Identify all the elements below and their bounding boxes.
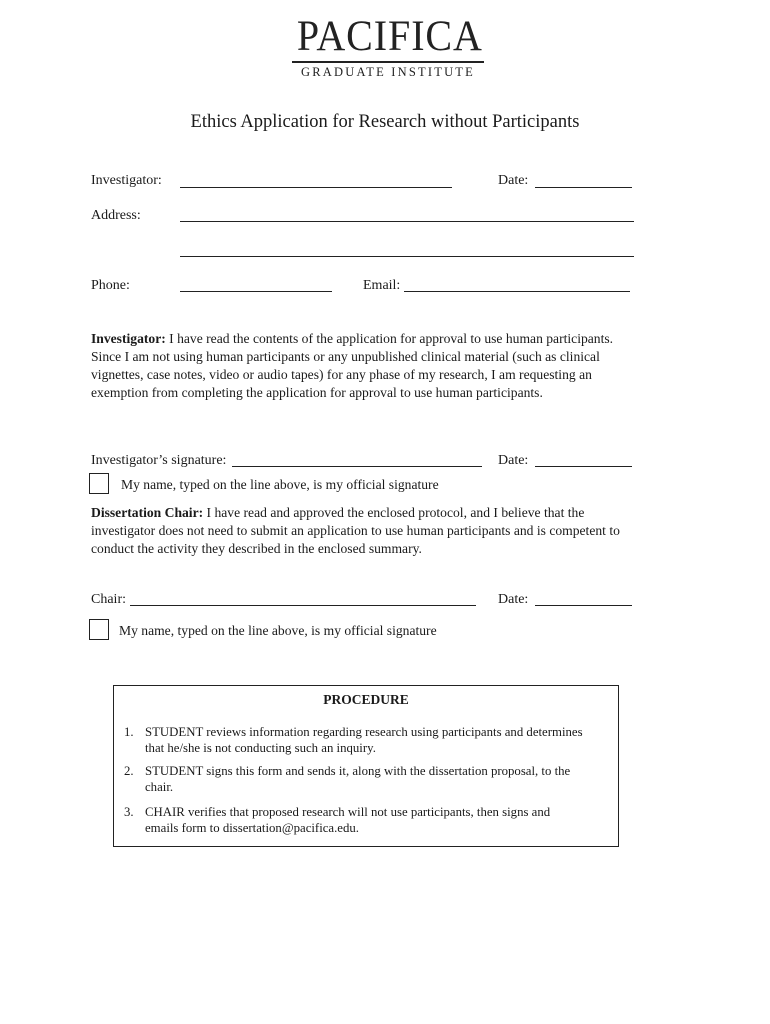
phone-field[interactable] [180, 291, 332, 292]
procedure-item-number: 2. [124, 764, 134, 778]
chair-label: Chair: [91, 592, 126, 607]
email-field[interactable] [404, 291, 630, 292]
investigator-signature-label: Investigator’s signature: [91, 453, 227, 468]
chair-official-signature-checkbox[interactable] [89, 619, 109, 640]
procedure-item-text: STUDENT reviews information regarding research using participants and determines [145, 725, 583, 739]
investigator-statement-lead: Investigator: [91, 331, 166, 346]
signature-date-field[interactable] [535, 466, 632, 467]
signature-date-label: Date: [498, 453, 529, 468]
chair-official-signature-label: My name, typed on the line above, is my official signature [119, 623, 437, 638]
chair-date-label: Date: [498, 592, 529, 607]
investigator-statement-line-3: vignettes, case notes, video or audio tapes) for any phase of my research, I am requesting an [91, 367, 592, 382]
procedure-item-text: CHAIR verifies that proposed research will not use participants, then signs and [145, 805, 551, 819]
procedure-item-number: 1. [124, 725, 134, 739]
chair-statement-line-3: conduct the activity they described in the enclosed summary. [91, 541, 422, 556]
procedure-item-text: emails form to dissertation@pacifica.edu. [145, 821, 359, 835]
procedure-item-text: that he/she is not conducting such an inquiry. [145, 741, 376, 755]
investigator-statement-line-2: Since I am not using human participants or any unpublished clinical material (such as clinical [91, 349, 600, 364]
investigator-label: Investigator: [91, 173, 162, 188]
investigator-statement [91, 330, 711, 402]
procedure-box [113, 685, 619, 847]
pacifica-logo [290, 13, 486, 79]
phone-label: Phone: [91, 278, 130, 293]
page-title: Ethics Application for Research without Participants [190, 112, 580, 132]
chair-date-field[interactable] [535, 605, 632, 606]
chair-statement-lead: Dissertation Chair: [91, 505, 204, 520]
chair-statement-line-1: I have read and approved the enclosed protocol, and I believe that the [203, 505, 585, 520]
investigator-official-signature-label: My name, typed on the line above, is my official signature [121, 477, 439, 492]
procedure-item-text: STUDENT signs this form and sends it, along with the dissertation proposal, to the [145, 764, 571, 778]
procedure-item-number: 3. [124, 805, 134, 819]
chair-signature-field[interactable] [130, 605, 476, 606]
procedure-item-text: chair. [145, 780, 174, 794]
investigator-field[interactable] [180, 187, 452, 188]
date-field[interactable] [535, 187, 632, 188]
chair-statement-line-2: investigator does not need to submit an application to use human participants and is competent to [91, 523, 620, 538]
address-label: Address: [91, 208, 141, 223]
investigator-signature-field[interactable] [232, 466, 482, 467]
investigator-official-signature-checkbox[interactable] [89, 473, 109, 494]
address-field-line-2[interactable] [180, 256, 634, 257]
chair-statement [91, 504, 711, 558]
investigator-statement-line-1: I have read the contents of the application for approval to use human participants. [165, 331, 614, 346]
procedure-title: PROCEDURE [323, 692, 409, 707]
date-label: Date: [498, 173, 529, 188]
logo-wordmark: PACIFICA [296, 13, 483, 60]
address-field-line-1[interactable] [180, 221, 634, 222]
logo-rule [292, 61, 484, 63]
email-label: Email: [363, 278, 401, 293]
investigator-statement-line-4: exemption from completing the application for approval to use human participants. [91, 385, 543, 400]
logo-subtitle: GRADUATE INSTITUTE [301, 65, 475, 79]
